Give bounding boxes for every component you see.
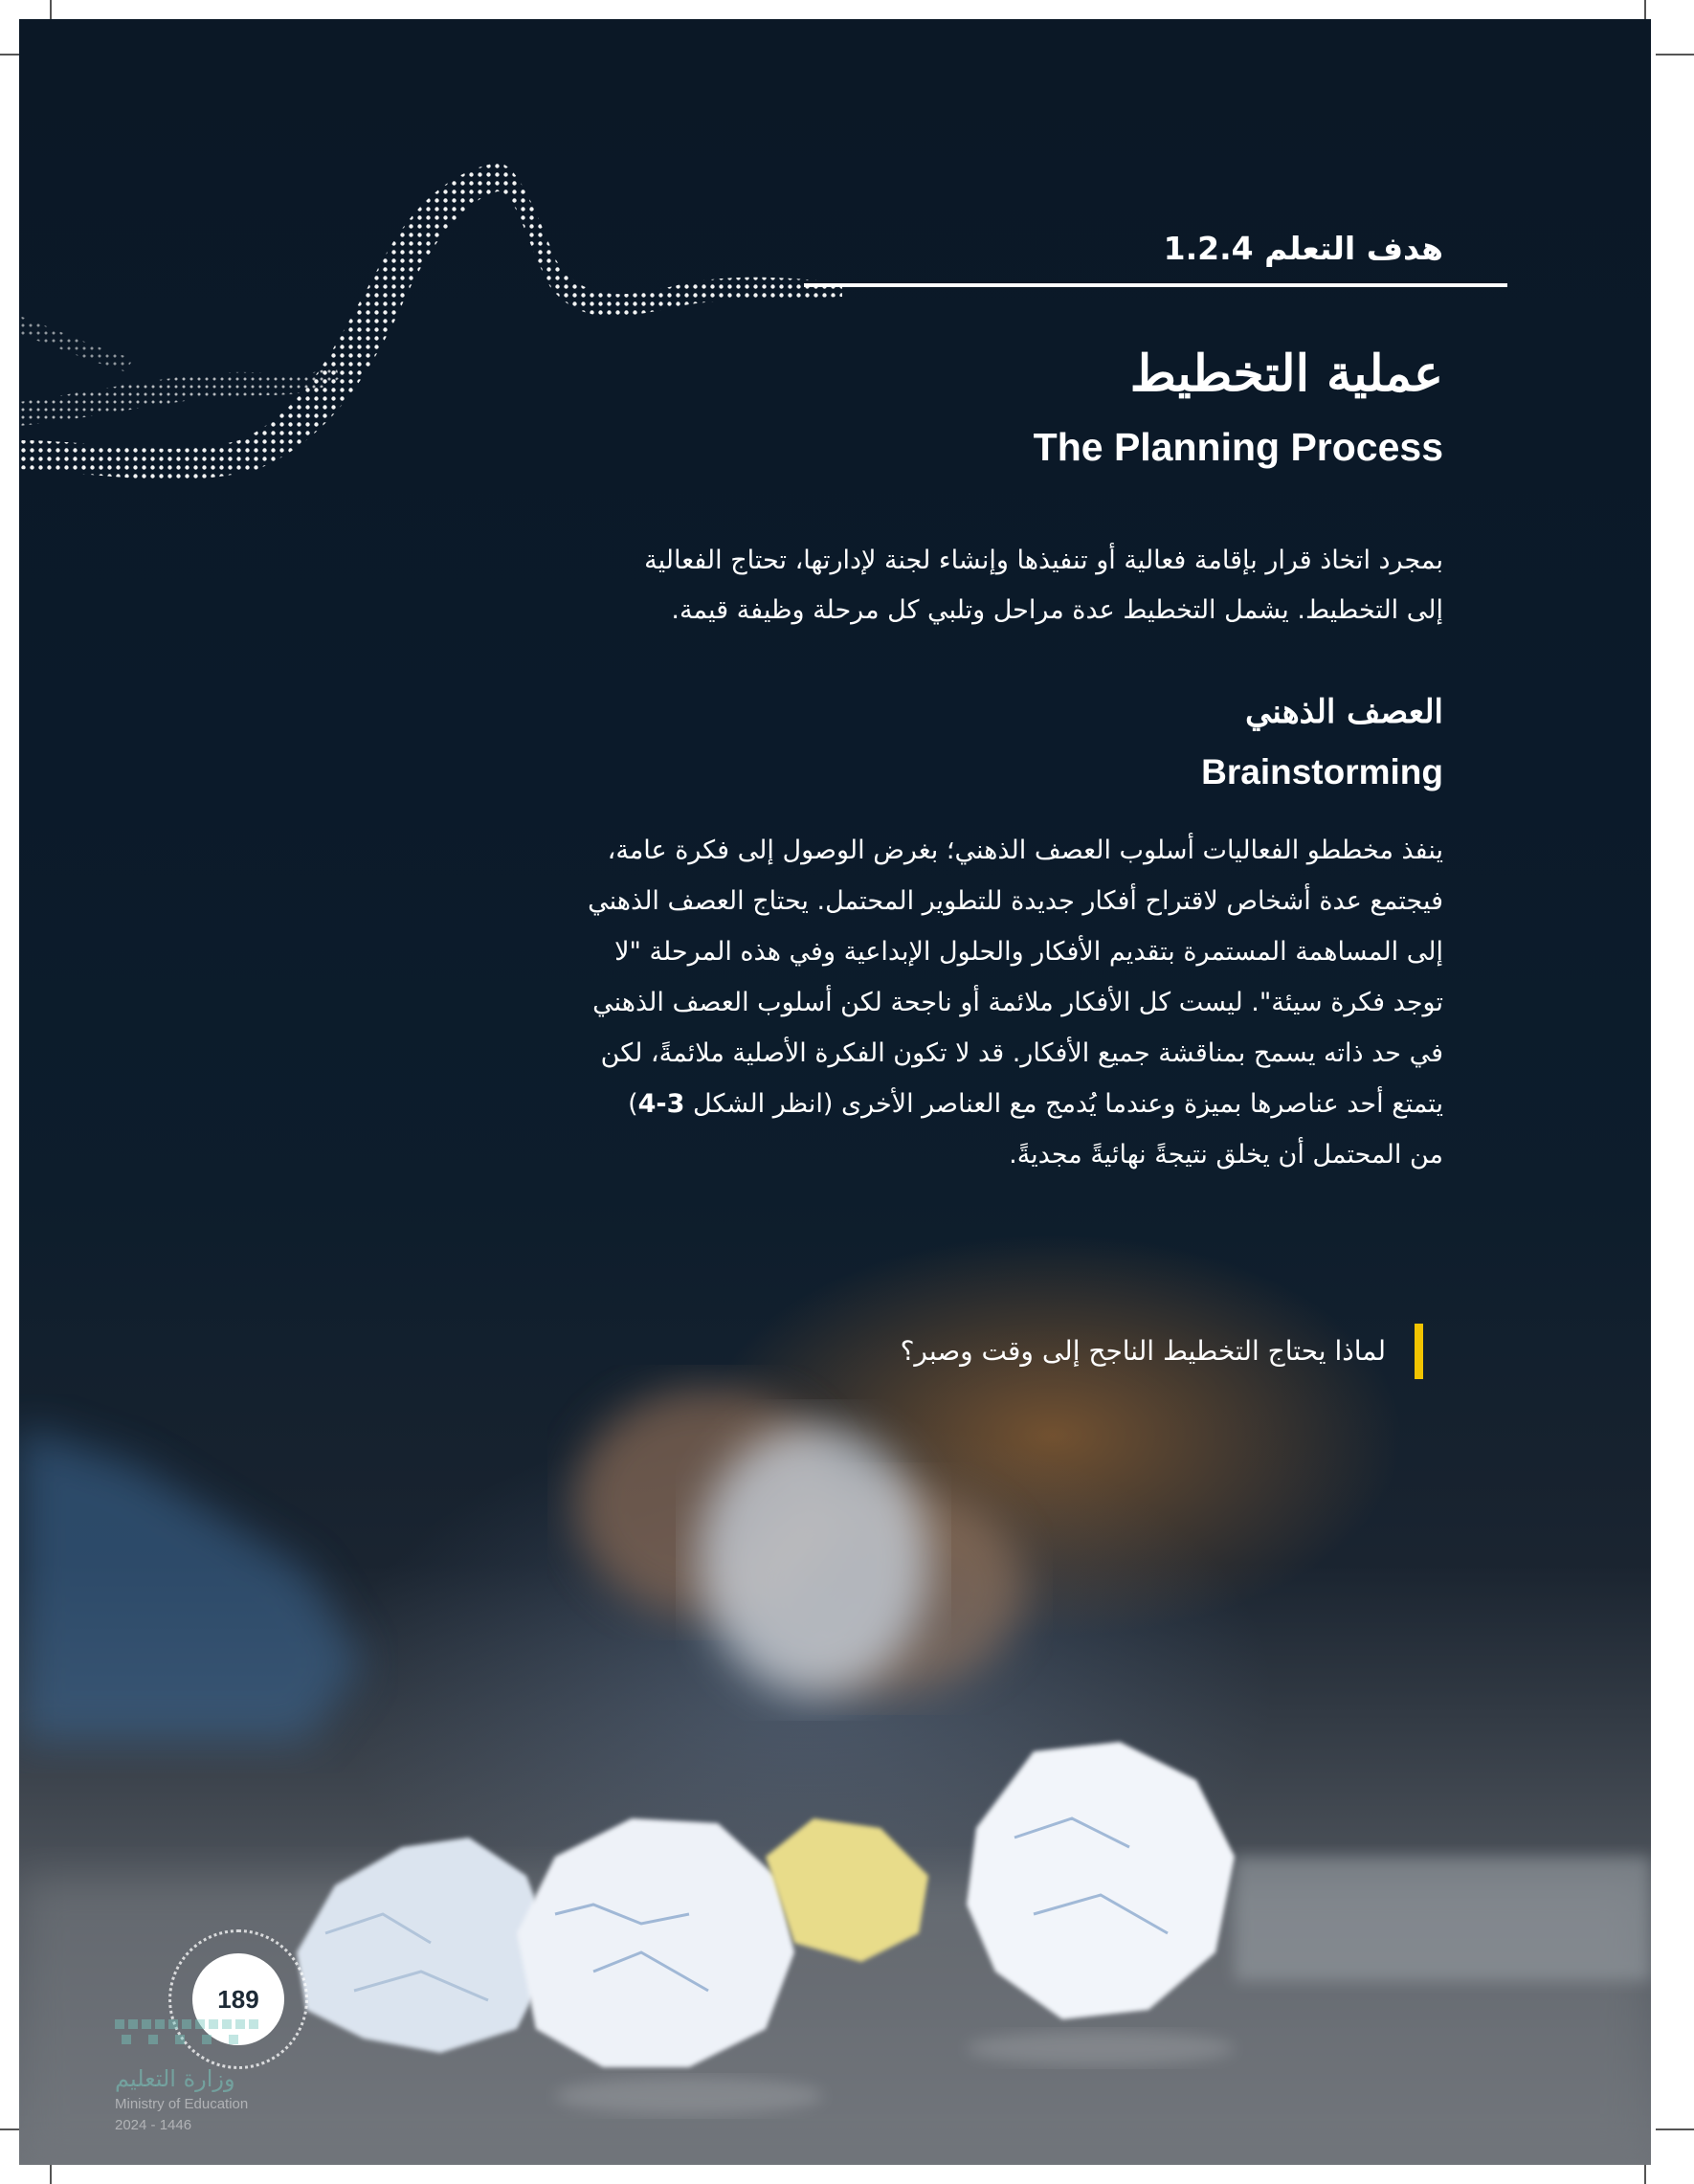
intro-paragraph xyxy=(496,536,1443,635)
crop-mark xyxy=(1656,54,1694,56)
page-title-arabic: عملية التخطيط xyxy=(1129,345,1443,403)
reflection-question: لماذا يحتاج التخطيط الناجح إلى وقت وصبر؟ xyxy=(901,1324,1423,1379)
section-title-english: Brainstorming xyxy=(1201,752,1443,791)
paragraph-line: في حد ذاته يسمح بمناقشة جميع الأفكار. قد لا تكون الفكرة الأصلية ملائمةً، لكن xyxy=(600,1038,1443,1068)
section-title-arabic: العصف الذهني xyxy=(1245,693,1443,731)
crop-mark xyxy=(1656,2128,1694,2130)
intro-line: بمجرد اتخاذ قرار بإقامة فعالية أو تنفيذها وإنشاء لجنة لإدارتها، تحتاج الفعالية xyxy=(644,546,1443,575)
paragraph-line: إلى المساهمة المستمرة بتقديم الأفكار والحلول الإبداعية وفي هذه المرحلة "لا xyxy=(614,937,1443,967)
intro-line: إلى التخطيط. يشمل التخطيط عدة مراحل وتلبي كل مرحلة وظيفة قيمة. xyxy=(671,595,1443,625)
header-rule xyxy=(804,283,1507,287)
ministry-name-english: Ministry of Education xyxy=(115,2096,249,2112)
figure-reference[interactable]: 3-4 xyxy=(637,1089,685,1119)
edition-year: 2024 - 1446 xyxy=(115,2117,192,2133)
page-title-english: The Planning Process xyxy=(1033,425,1443,469)
figure-reference-paren: ) xyxy=(628,1089,638,1119)
paragraph-line: ينفذ مخططو الفعاليات أسلوب العصف الذهني؛ بغرض الوصول إلى فكرة عامة، xyxy=(607,836,1443,865)
paragraph-line: من المحتمل أن يخلق نتيجةً نهائيةً مجديةً. xyxy=(1009,1140,1443,1170)
paragraph-line: فيجتمع عدة أشخاص لاقتراح أفكار جديدة للتطوير المحتمل. يحتاج العصف الذهني xyxy=(588,886,1443,916)
brainstorming-paragraph xyxy=(496,825,1443,1180)
dotted-wave-graphic xyxy=(19,153,880,498)
paragraph-line-text: يتمتع أحد عناصرها بميزة وعندما يُدمج مع العناصر الأخرى (انظر الشكل xyxy=(693,1089,1443,1119)
paragraph-line xyxy=(496,1079,1443,1129)
textbook-page xyxy=(19,19,1651,2165)
ministry-logo-icon xyxy=(115,2010,268,2058)
page-number: 189 xyxy=(192,1953,284,2045)
learning-objective: هدف التعلم 1.2.4 xyxy=(1163,230,1443,267)
paragraph-line: توجد فكرة سيئة". ليست كل الأفكار ملائمة أو ناجحة لكن أسلوب العصف الذهني xyxy=(592,988,1443,1017)
ministry-name-arabic: وزارة التعليم xyxy=(115,2065,235,2092)
